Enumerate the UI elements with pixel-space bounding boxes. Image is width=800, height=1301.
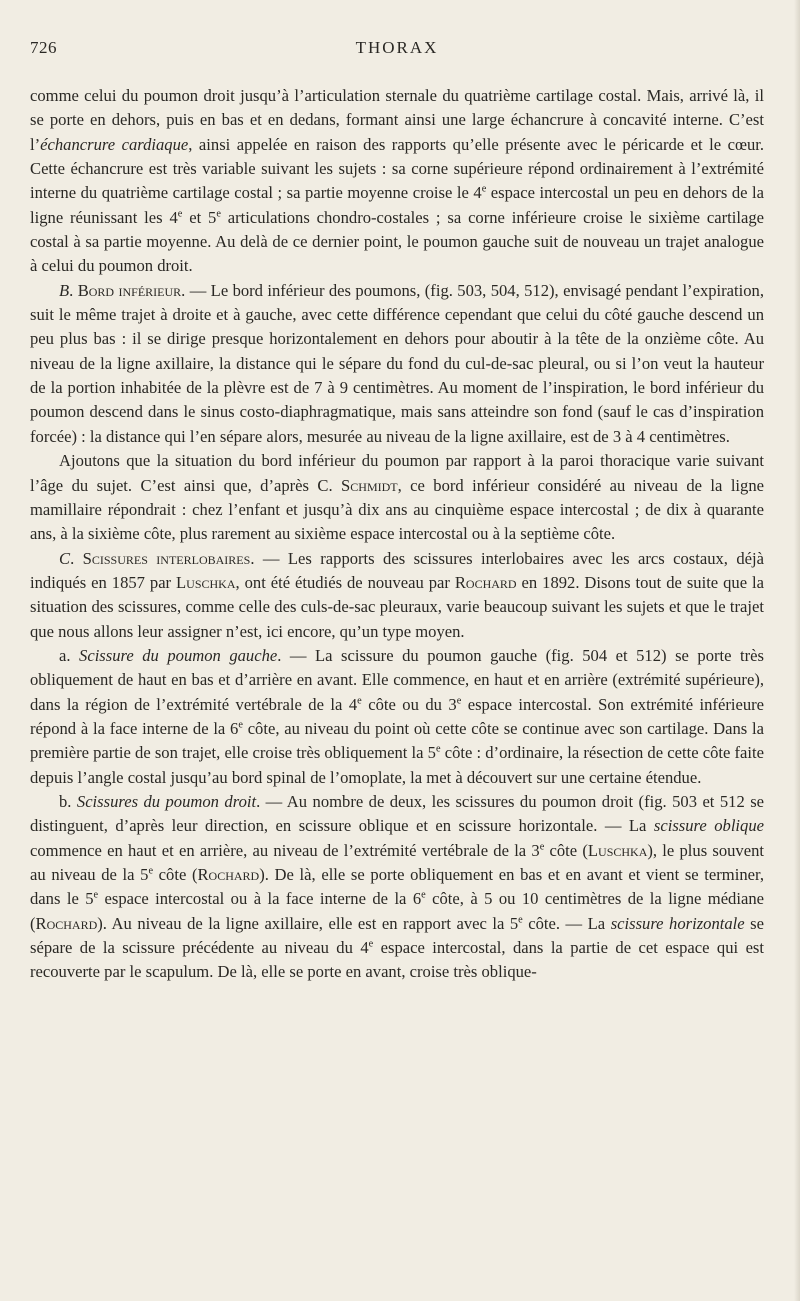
paragraph [30,279,764,449]
superscript: e [456,695,462,707]
text-run: Ajoutons que la situation du bord inférieur du poumon par rapport à la paroi thoracique varie suivant l’âge du sujet. C’est ainsi que, d’après C. [30,451,764,495]
text-run: côte, à 5 ou 10 centimètres de la ligne médiane ( [30,889,764,933]
page-edge-shadow [794,0,800,1301]
superscript: e [435,743,441,755]
small-caps-text: Rochard [197,865,260,884]
text-run: comme celui du poumon droit jusqu’à l’articulation sternale du quatrième cartilage costal. Mais, arrivé là, il se porte en dehors, puis en bas et en dedans, formant ainsi une large échancrure à concavité interne. C’est l’ [30,86,764,154]
running-title: THORAX [355,38,439,57]
text-run: et 5 [182,207,217,227]
text-run: ). De là, elle se porte obliquement en bas et en avant et vient se terminer, dans le 5 [30,865,764,909]
text-run: . — Au nombre de deux, les scissures du poumon droit (fig. 503 et 512 se distinguent, d’après leur direction, en scissure oblique et en scissure horizontale. — La [30,791,765,836]
text-run: côte ( [544,840,588,860]
text-run: ). Au niveau de la ligne axillaire, elle est en rapport avec la 5 [97,913,519,933]
italic-text: scissure horizontale [610,913,745,933]
text-run: commence en haut et en arrière, au niveau de l’extrémité vertébrale de la 3 [30,840,540,860]
superscript: e [238,719,243,731]
text-run: espace intercostal, dans la partie de cet espace qui est recouverte par le scapulum. De là, elle se porte en avant, croise très oblique- [30,938,764,982]
paragraph [30,84,764,279]
text-run: , ce bord inférieur considéré au niveau de la ligne mamillaire répondrait : chez l’enfant et jusqu’à dix ans au cinquième espace intercostal ; de dix à quarante ans, à la sixième côte, plus rarement au sixième espace intercostal ou à la septième côte. [30,475,764,544]
superscript: e [216,208,221,220]
superscript: e [421,889,426,901]
text-run: se sépare de la scissure précédente au niveau du 4 [30,913,764,958]
page-number: 726 [30,38,57,57]
superscript: e [368,938,374,950]
body-text [30,84,764,985]
small-caps-text: Luschka [587,840,648,860]
small-caps-text: Rochard [454,572,517,592]
italic-text: échancrure cardiaque [40,134,189,154]
text-run: espace intercostal ou à la face interne de la 6 [98,889,422,909]
italic-text: Scissures du poumon droit [76,791,257,811]
italic-text: scissure oblique [653,816,764,836]
text-run: . [69,280,78,300]
superscript: e [177,208,183,220]
text-run: . — La scissure du poumon gauche (fig. 504 et 512) se porte très obliquement de haut en bas et d’arrière en avant. Elle commence, en haut et en arrière (extrémité supérieure), dans la région de l’extrémité vertébrale de la 4 [30,645,764,714]
text-run: en 1892. Disons tout de suite que la situation des scissures, comme celle des culs-de-sac pleuraux, varie beaucoup suivant les sujets et que le trajet que nous allons leur assigner n’est, ici encore, qu’un type moyen. [30,572,764,641]
superscript: e [518,914,523,926]
superscript: e [93,889,99,901]
paragraph [30,644,764,790]
text-run: espace intercostal. Son extrémité inférieure répond à la face interne de la 6 [30,694,765,738]
text-run: , ont été étudiés de nouveau par [235,572,455,592]
paragraph [30,790,764,985]
small-caps-text: Scissures interlobaires [82,548,251,568]
small-caps-text: Rochard [35,913,98,933]
text-run: . — Le bord inférieur des poumons, (fig. 503, 504, 512), envisagé pendant l’expiration, suit le même trajet à droite et à gauche, avec cette différence cependant que celui du côté gauche descend un peu plus bas : il se dirige presque horizontalement en dehors pour aboutir à la tête de la onzième côte. Au niveau de la ligne axillaire, la distance qui le sépare du fond du cul-de-sac pleural, ou si l’on veut la hauteur de la portion inhabitée de la plèvre est de 7 à 9 centimètres. Au moment de l’inspiration, le bord inférieur du poumon descend dans le sinus costo-diaphragmatique, mais sans atteindre son fond (sauf le cas d’inspiration forcée) : la distance qui l’en sépare alors, mesurée au niveau de la ligne axillaire, est de 3 à 4 centimètres. [30,280,765,446]
small-caps-text: Bord inférieur [77,280,182,300]
text-run: articulations chondro-costales ; sa corne inférieure croise le sixième cartilage costal à sa partie moyenne. Au delà de ce dernier point, le poumon gauche suit de nouveau un trajet analogue à celui du poumon droit. [30,207,764,276]
text-run: côte, au niveau du point où cette côte se continue avec son cartilage. Dans la première partie de son trajet, elle croise très obliquement la 5 [30,718,764,763]
text-run: côte ou du 3 [361,694,457,714]
text-run: espace intercostal un peu en dehors de la ligne réunissant les 4 [30,183,764,227]
text-run: . [70,548,83,568]
italic-text: C [59,548,71,568]
text-run: a. [59,645,80,665]
superscript: e [148,865,154,877]
superscript: e [539,841,545,853]
italic-text: B [59,280,70,300]
small-caps-text: Luschka [176,572,236,592]
paragraph [30,547,764,644]
text-run: , ainsi appelée en raison des rapports qu’elle présente avec le péricarde et le cœur. Cette échancrure est très variable suivant les sujets : sa corne supérieure répond ordinairement à l’extrémité interne du quatrième cartilage costal ; sa partie moyenne croise le 4 [30,134,764,203]
text-run: ), le plus souvent au niveau de la 5 [30,840,764,884]
text-run: côte. — La [522,913,611,933]
paragraph [30,449,764,546]
page-header [30,38,764,64]
superscript: e [357,695,362,707]
text-run: côte : d’ordinaire, la résection de cette côte faite depuis l’angle costal jusqu’au bord spinal de l’omoplate, la met à découvert sur une certaine étendue. [30,743,764,787]
italic-text: Scissure du poumon gauche [79,645,278,665]
text-run: b. [59,791,77,811]
superscript: e [481,183,487,195]
text-run: . — Les rapports des scissures interlobaires avec les arcs costaux, déjà indiqués en 1857 par [30,548,764,592]
text-run: côte ( [153,865,198,884]
small-caps-text: Schmidt [341,475,398,495]
